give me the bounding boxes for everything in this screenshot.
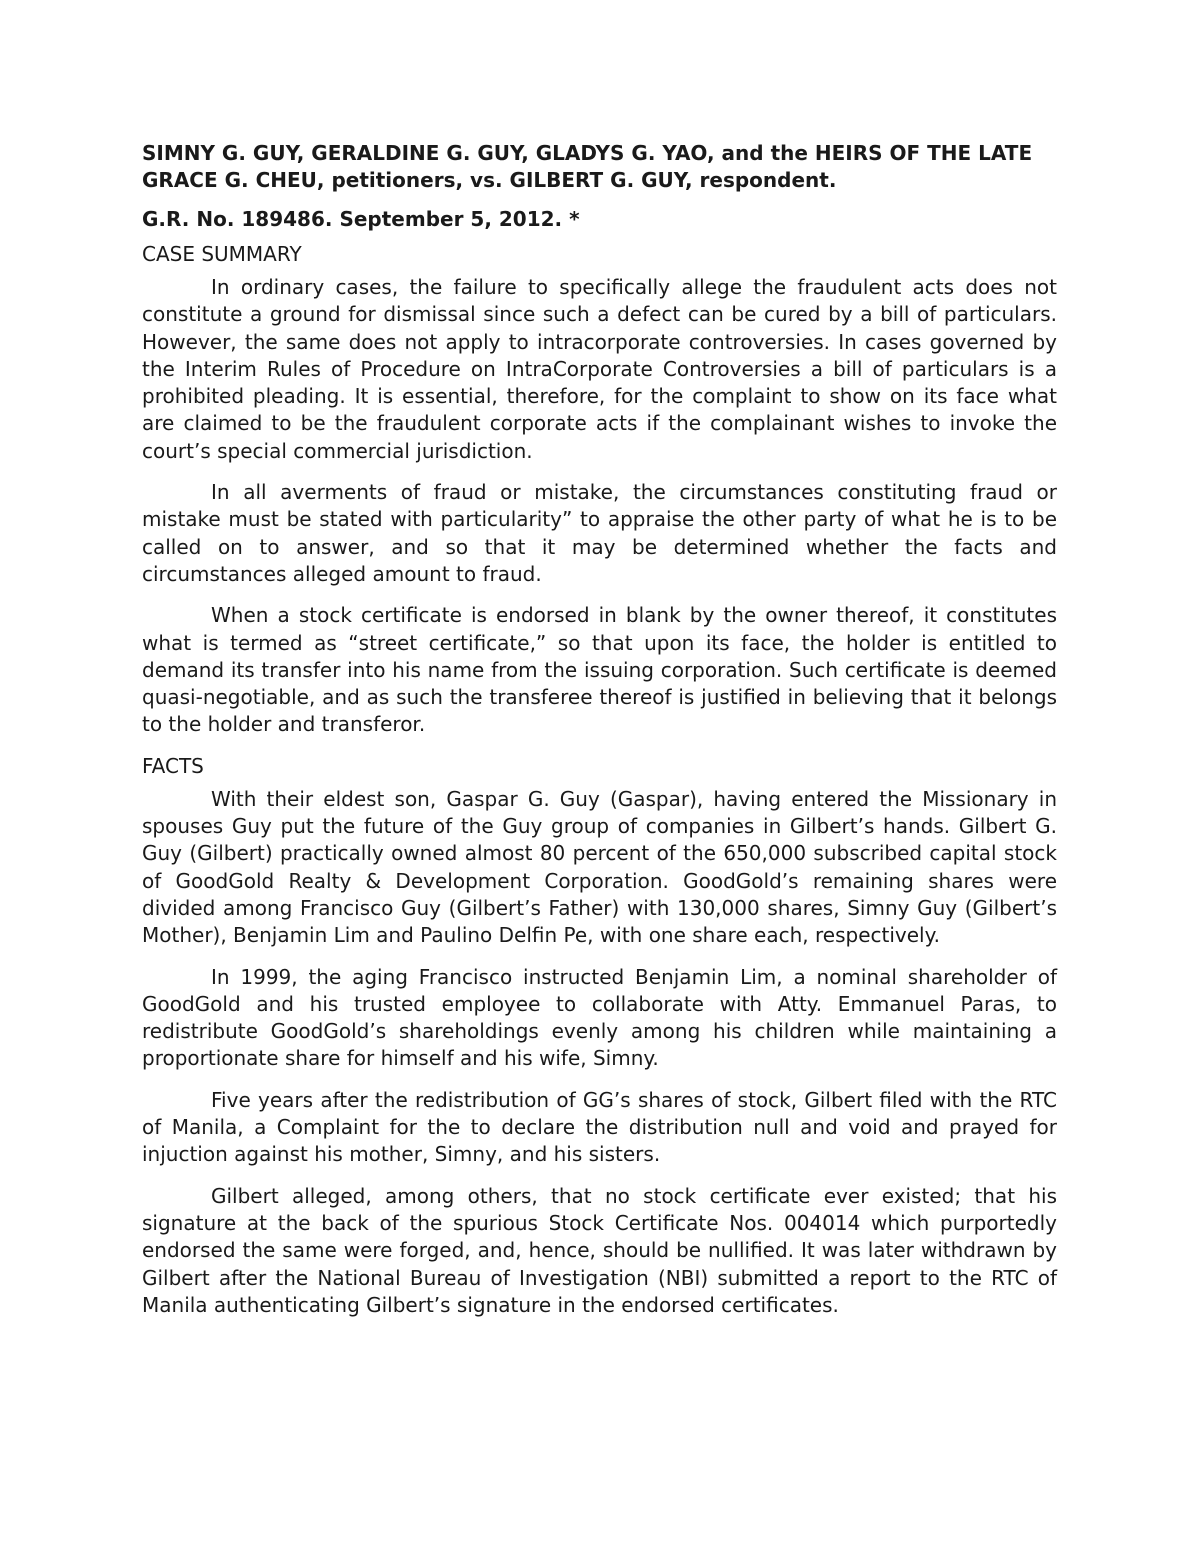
facts-heading: FACTS xyxy=(142,753,204,778)
facts-paragraph: Gilbert alleged, among others, that no stock certificate ever existed; that his signature at the back of the spurious Stock Certificate Nos. 004014 which purportedly endorsed the same were forged, and, hence, should be nullified. It was later withdrawn by Gilbert after the National Bureau of Investigation (NBI) submitted a report to the RTC of Manila authenticating Gilbert’s signature in the endorsed certificates. xyxy=(142,1183,1057,1317)
summary-paragraph: In ordinary cases, the failure to specifically allege the fraudulent acts does not constitute a ground for dismissal since such a defect can be cured by a bill of particulars. However, the same does not apply to intracorporate controversies. In cases governed by the Interim Rules of Procedure on IntraCorporate Controversies a bill of particulars is a prohibited pleading. It is essential, therefore, for the complaint to show on its face what are claimed to be the fraudulent corporate acts if the complainant wishes to invoke the court’s special commercial jurisdiction. xyxy=(142,275,1057,463)
case-title: SIMNY G. GUY, GERALDINE G. GUY, GLADYS G. YAO, and the HEIRS OF THE LATE GRACE G. CHEU, petitioners, vs. GILBERT G. GUY, respondent. xyxy=(142,141,1033,192)
facts-paragraph: With their eldest son, Gaspar G. Guy (Gaspar), having entered the Missionary in spouses Guy put the future of the Guy group of companies in Gilbert’s hands. Gilbert G. Guy (Gilbert) practically owned almost 80 percent of the 650,000 subscribed capital stock of GoodGold Realty & Development Corporation. GoodGold’s remaining shares were divided among Francisco Guy (Gilbert’s Father) with 130,000 shares, Simny Guy (Gilbert’s Mother), Benjamin Lim and Paulino Delfin Pe, with one share each, respectively. xyxy=(142,786,1057,948)
document-page xyxy=(142,140,1057,1333)
case-summary-heading: CASE SUMMARY xyxy=(142,242,302,266)
summary-paragraph: In all averments of fraud or mistake, the circumstances constituting fraud or mistake must be stated with particularity” to appraise the other party of what he is to be called on to answer, and so that it may be determined whether the facts and circumstances alleged amount to fraud. xyxy=(142,480,1057,586)
summary-paragraph: When a stock certificate is endorsed in blank by the owner thereof, it constitutes what is termed as “street certificate,” so that upon its face, the holder is entitled to demand its transfer into his name from the issuing corporation. Such certificate is deemed quasi-negotiable, and as such the transferee thereof is justified in believing that it belongs to the holder and transferor. xyxy=(142,603,1057,737)
case-number: G.R. No. 189486. September 5, 2012. * xyxy=(142,207,580,231)
facts-paragraph: In 1999, the aging Francisco instructed Benjamin Lim, a nominal shareholder of GoodGold and his trusted employee to collaborate with Atty. Emmanuel Paras, to redistribute GoodGold’s shareholdings evenly among his children while maintaining a proportionate share for himself and his wife, Simny. xyxy=(142,964,1057,1071)
facts-paragraph: Five years after the redistribution of GG’s shares of stock, Gilbert filed with the RTC of Manila, a Complaint for the to declare the distribution null and void and prayed for injuction against his mother, Simny, and his sisters. xyxy=(142,1087,1057,1167)
